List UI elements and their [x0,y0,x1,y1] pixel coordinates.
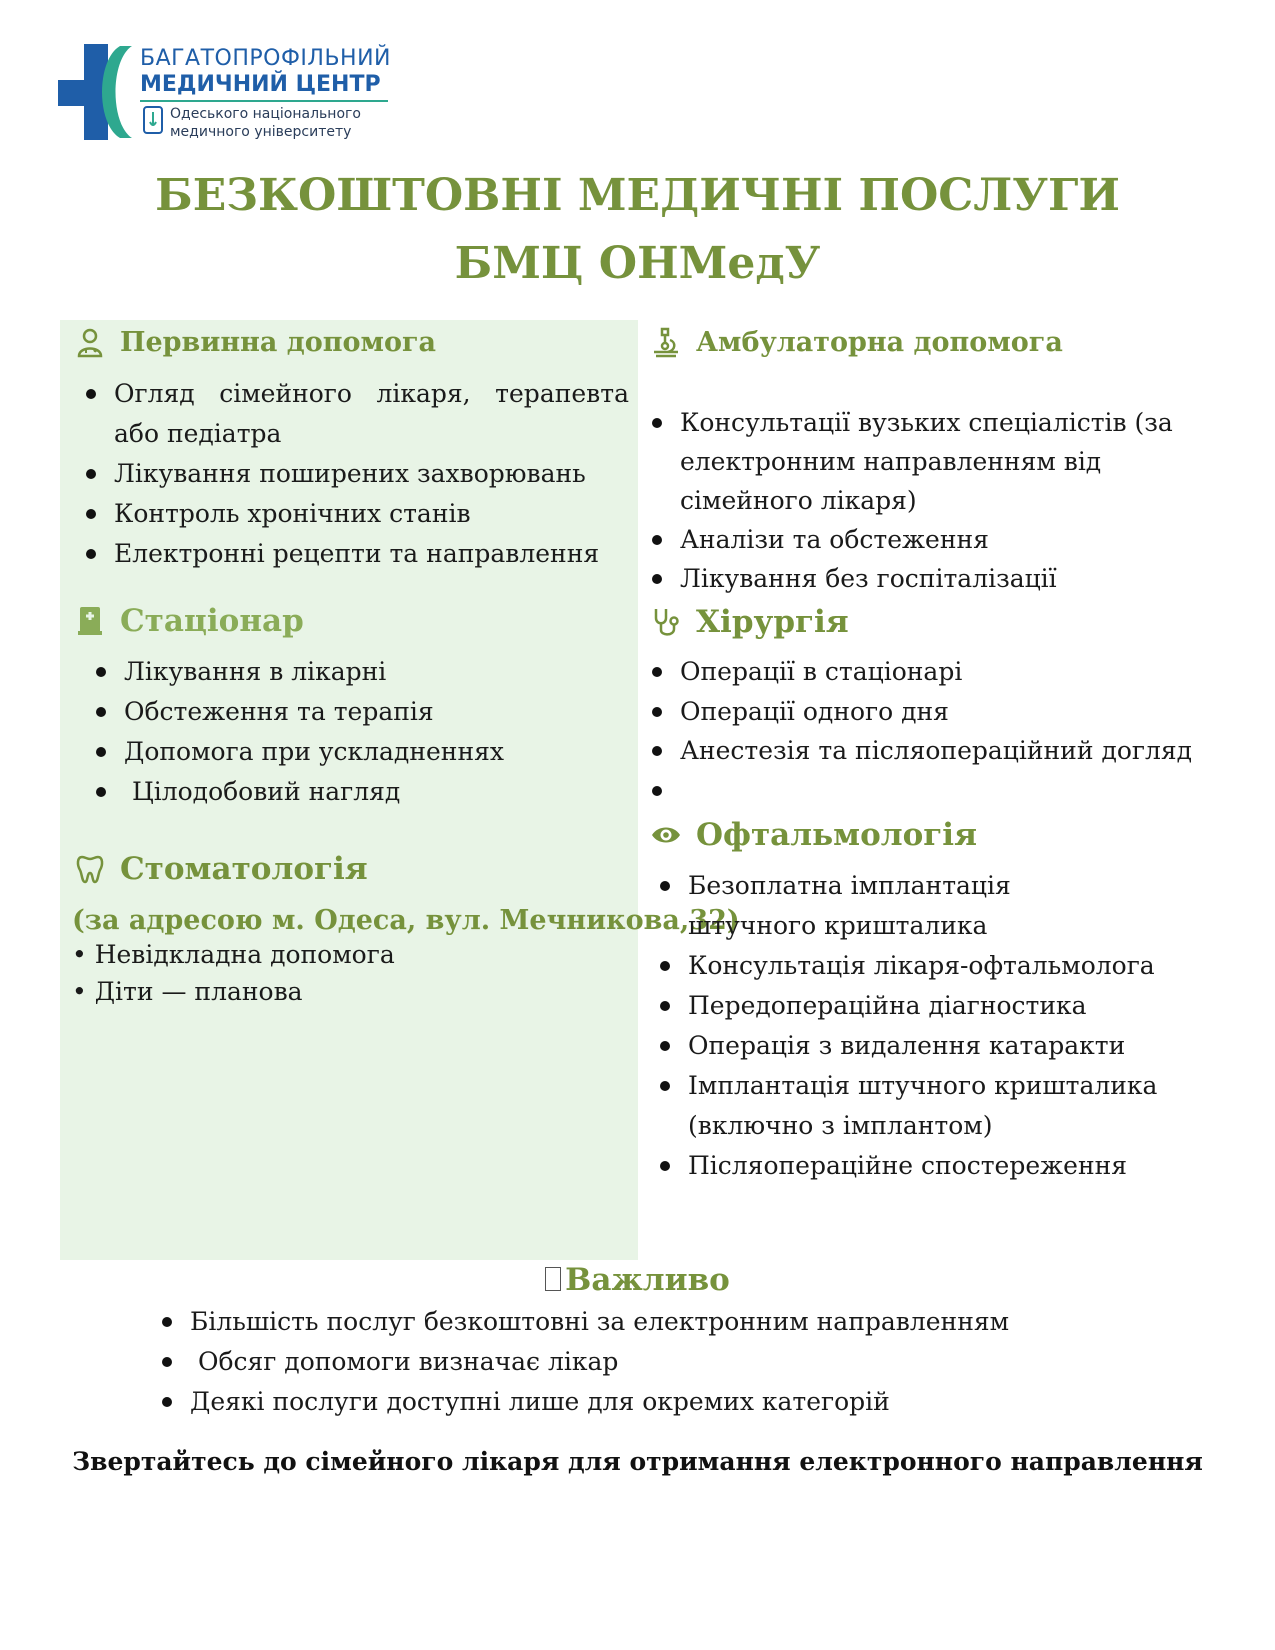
logo-line-4: медичного університету [170,124,352,140]
call-to-action-footer: Звертайтесь до сімейного лікаря для отримання електронного направлення [72,1447,1203,1476]
list-item: Передопераційна діагностика [658,986,1218,1026]
list-item: Огляд сімейного лікаря, терапевта або педіатра [84,374,629,454]
university-emblem-icon [142,106,164,134]
list-item: Обстеження та терапія [94,692,504,732]
primary-care-list [84,374,629,574]
tooth-icon [74,853,106,885]
list-item: Більшість послуг безкоштовні за електронним направленням [160,1302,1009,1342]
ophthalmology-title: Офтальмологія [696,817,977,853]
microscope-icon [650,326,682,358]
list-item: Контроль хронічних станів [84,494,629,534]
dentistry-title: Стоматологія [120,851,368,887]
list-item: Безоплатна імплантація штучного кришталика [658,866,1218,946]
important-title: Важливо [565,1262,730,1298]
list-item: Операція з видалення катаракти [658,1026,1218,1066]
inpatient-list [94,652,504,812]
outpatient-list [650,403,1210,598]
logo-divider [140,100,388,102]
ophthalmology-heading [650,817,977,853]
logo-line-3: Одеського національного [170,106,361,122]
inpatient-title: Стаціонар [120,603,304,639]
dentistry-heading [74,851,368,887]
logo [58,44,392,140]
important-list [160,1302,1009,1422]
list-item: Цілодобовий нагляд [94,772,504,812]
medical-cross-logo-icon [58,44,138,140]
eye-icon [650,819,682,851]
list-item: Допомога при ускладненнях [94,732,504,772]
page-title: БЕЗКОШТОВНІ МЕДИЧНІ ПОСЛУГИ [155,170,1120,221]
primary-care-title: Первинна допомога [120,326,437,358]
ophthalmology-list [658,866,1218,1186]
page-subtitle: БМЦ ОНМедУ [454,238,821,289]
list-item: Деякі послуги доступні лише для окремих категорій [160,1382,1009,1422]
list-item: Імплантація штучного кришталика (включно з імплантом) [658,1066,1218,1146]
surgery-list [650,652,1192,811]
logo-line-2: МЕДИЧНИЙ ЦЕНТР [140,72,381,97]
list-item [650,771,1192,811]
hospital-bed-icon [74,605,106,637]
dentistry-address: (за адресою м. Одеса, вул. Мечникова,32) [72,905,740,936]
inpatient-heading [74,603,304,639]
list-item: Електронні рецепти та направлення [84,534,629,574]
doctor-icon [74,326,106,358]
outpatient-heading [650,326,1063,358]
missing-glyph-icon [545,1267,561,1291]
primary-care-heading [74,326,436,358]
list-item: Анестезія та післяопераційний догляд [650,731,1192,771]
dentistry-item-children: • Діти — планова [72,977,303,1006]
list-item: Операції одного дня [650,692,1192,732]
surgery-title: Хірургія [696,604,849,640]
outpatient-title: Амбулаторна допомога [696,326,1063,358]
list-item: Обсяг допомоги визначає лікар [160,1342,1009,1382]
list-item: Консультації вузьких спеціалістів (за електронним направленням від сімейного лікаря) [650,403,1210,520]
stethoscope-icon [650,606,682,638]
logo-line-1: БАГАТОПРОФІЛЬНИЙ [140,46,392,71]
surgery-heading [650,604,849,640]
list-item: Лікування в лікарні [94,652,504,692]
list-item: Післяопераційне спостереження [658,1146,1218,1186]
dentistry-item-urgent: • Невідкладна допомога [72,940,395,969]
list-item: Операції в стаціонарі [650,652,1192,692]
list-item: Лікування поширених захворювань [84,454,629,494]
list-item: Лікування без госпіталізації [650,559,1210,598]
list-item: Консультація лікаря-офтальмолога [658,946,1218,986]
list-item: Аналізи та обстеження [650,520,1210,559]
important-heading [0,1262,1275,1298]
